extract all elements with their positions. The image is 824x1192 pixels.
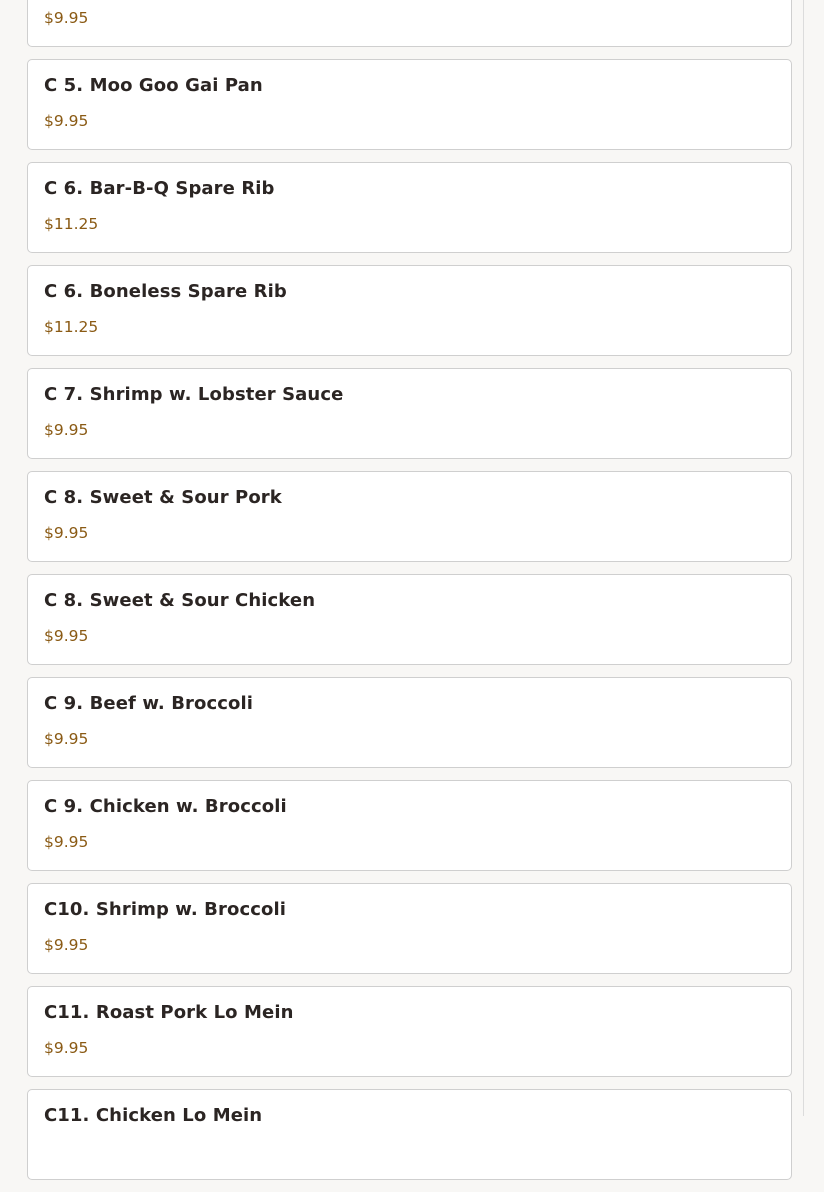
menu-item-card[interactable] bbox=[27, 780, 792, 871]
menu-item-price: $9.95 bbox=[44, 1039, 89, 1057]
menu-item-list bbox=[27, 0, 792, 1192]
menu-item-name: C10. Shrimp w. Broccoli bbox=[44, 899, 286, 920]
menu-item-card[interactable] bbox=[27, 471, 792, 562]
menu-item-card[interactable] bbox=[27, 883, 792, 974]
menu-item-price: $9.95 bbox=[44, 112, 89, 130]
menu-item-price: $9.95 bbox=[44, 9, 89, 27]
menu-item-price: $9.95 bbox=[44, 524, 89, 542]
menu-item-name: C 9. Beef w. Broccoli bbox=[44, 693, 254, 714]
menu-item-card[interactable] bbox=[27, 574, 792, 665]
menu-item-name: C 5. Moo Goo Gai Pan bbox=[44, 75, 263, 96]
menu-item-price: $9.95 bbox=[44, 833, 89, 851]
menu-item-price: $11.25 bbox=[44, 318, 99, 336]
menu-item-name: C 9. Chicken w. Broccoli bbox=[44, 796, 287, 817]
menu-item-card[interactable] bbox=[27, 265, 792, 356]
menu-item-card[interactable] bbox=[27, 59, 792, 150]
menu-item-name: C 8. Sweet & Sour Pork bbox=[44, 487, 282, 508]
menu-item-name: C11. Chicken Lo Mein bbox=[44, 1105, 263, 1126]
menu-item-price: $11.25 bbox=[44, 215, 99, 233]
menu-item-card[interactable] bbox=[27, 368, 792, 459]
menu-item-card[interactable] bbox=[27, 162, 792, 253]
menu-item-name: C 8. Sweet & Sour Chicken bbox=[44, 590, 316, 611]
menu-item-card[interactable] bbox=[27, 1089, 792, 1180]
menu-item-price: $9.95 bbox=[44, 730, 89, 748]
menu-item-name: C 6. Bar-B-Q Spare Rib bbox=[44, 178, 275, 199]
menu-item-name: C 7. Shrimp w. Lobster Sauce bbox=[44, 384, 344, 405]
menu-item-card[interactable] bbox=[27, 0, 792, 47]
menu-item-price: $9.95 bbox=[44, 627, 89, 645]
menu-item-card[interactable] bbox=[27, 986, 792, 1077]
menu-item-price: $9.95 bbox=[44, 936, 89, 954]
menu-item-name: C11. Roast Pork Lo Mein bbox=[44, 1002, 294, 1023]
menu-item-card[interactable] bbox=[27, 677, 792, 768]
menu-item-name: C 6. Boneless Spare Rib bbox=[44, 281, 287, 302]
menu-item-price: $9.95 bbox=[44, 421, 89, 439]
